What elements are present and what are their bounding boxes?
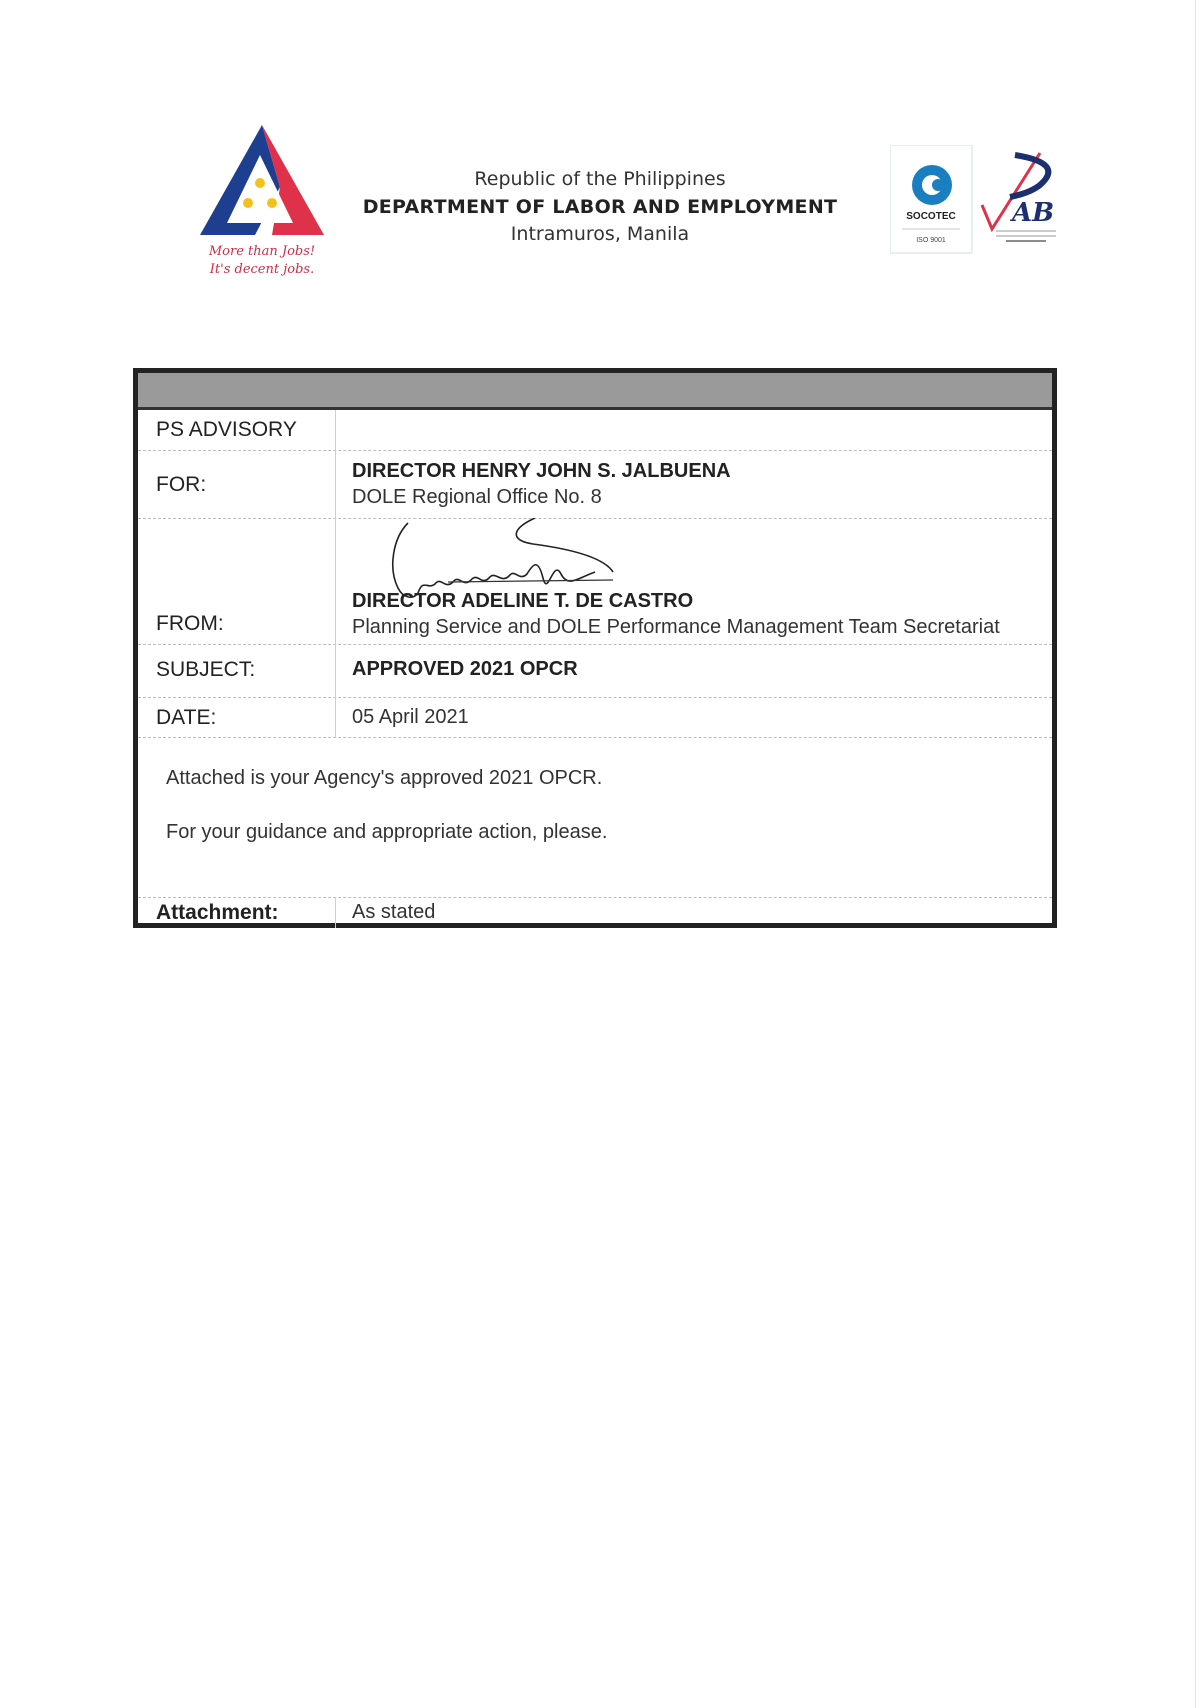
svg-text:More than Jobs!: More than Jobs! <box>208 244 316 259</box>
row-for <box>138 450 1052 519</box>
svg-text:ISO 9001: ISO 9001 <box>916 237 946 244</box>
body-line-1: Attached is your Agency's approved 2021 OPCR. <box>166 767 603 789</box>
for-name: DIRECTOR HENRY JOHN S. JALBUENA <box>352 460 731 482</box>
row-from <box>138 518 1052 645</box>
dole-logo-icon <box>200 125 340 285</box>
row-title <box>138 410 1052 451</box>
header-band <box>138 373 1052 410</box>
date-value: 05 April 2021 <box>352 706 469 728</box>
subject-label: SUBJECT: <box>156 658 256 681</box>
attachment-value: As stated <box>352 901 436 923</box>
row-date <box>138 697 1052 738</box>
from-label: FROM: <box>156 612 224 635</box>
iso-certification-icon <box>890 145 1065 255</box>
for-label: FOR: <box>156 473 207 496</box>
subject-value: APPROVED 2021 OPCR <box>352 658 578 680</box>
row-attachment <box>138 897 1052 928</box>
for-office: DOLE Regional Office No. 8 <box>352 486 602 508</box>
certification-logos <box>890 145 1065 255</box>
from-office: Planning Service and DOLE Performance Management Team Secretariat <box>352 616 1000 638</box>
advisory-table <box>133 368 1057 928</box>
department-title: DEPARTMENT OF LABOR AND EMPLOYMENT <box>362 196 838 218</box>
attachment-label: Attachment: <box>156 901 279 924</box>
date-label: DATE: <box>156 706 217 729</box>
letterhead <box>360 168 840 245</box>
location-text: Intramuros, Manila <box>510 223 690 245</box>
svg-text:AB: AB <box>1012 198 1055 228</box>
from-name: DIRECTOR ADELINE T. DE CASTRO <box>352 590 694 612</box>
row-body <box>138 737 1052 898</box>
row-subject <box>138 644 1052 698</box>
page-edge <box>1195 0 1196 1708</box>
signature-icon <box>363 518 663 628</box>
republic-text: Republic of the Philippines <box>474 168 726 190</box>
dole-logo <box>200 125 340 285</box>
svg-text:SOCOTEC: SOCOTEC <box>906 211 956 222</box>
advisory-title: PS ADVISORY <box>156 418 297 441</box>
svg-text:It's decent jobs.: It's decent jobs. <box>209 262 315 277</box>
body-line-2: For your guidance and appropriate action, please. <box>166 821 608 843</box>
